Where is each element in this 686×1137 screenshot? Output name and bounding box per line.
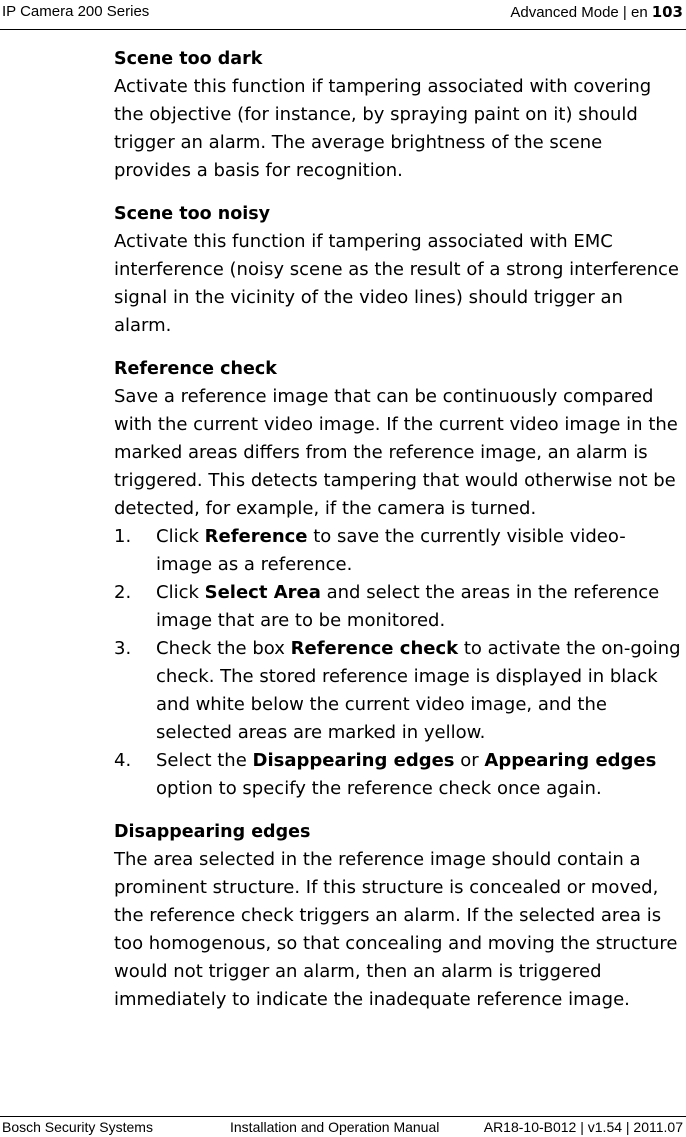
step-number: 4. bbox=[114, 750, 132, 771]
section-disappearing-edges bbox=[114, 818, 682, 1014]
step-text: Click bbox=[156, 582, 205, 603]
section-title: Scene too dark bbox=[114, 49, 263, 69]
section-body: The area selected in the reference image should contain a prominent structure. If this structure is concealed or moved, the reference check triggers an alarm. If the selected area is too homogenous, so that concealing and moving the structure would not trigger an alarm, then an alarm is triggered immediately to indicate the inadequate reference image. bbox=[114, 849, 678, 1010]
footer-company: Bosch Security Systems bbox=[2, 1119, 153, 1135]
step-ui-label: Disappearing edges bbox=[252, 750, 455, 771]
footer-doc-title: Installation and Operation Manual bbox=[230, 1119, 440, 1135]
section-scene-too-noisy bbox=[114, 200, 682, 340]
step-ui-label: Select Area bbox=[204, 582, 321, 603]
steps-list bbox=[114, 523, 682, 803]
step-text: to save the currently visible video- image as a reference. bbox=[156, 526, 626, 575]
step-ui-label: Appearing edges bbox=[484, 750, 657, 771]
section-title: Scene too noisy bbox=[114, 204, 271, 224]
step-text: option to specify the reference check once again. bbox=[156, 778, 602, 799]
step-text: and select the areas in the reference image that are to be monitored. bbox=[156, 582, 660, 631]
step-number: 1. bbox=[114, 526, 132, 547]
step-item bbox=[114, 747, 682, 803]
step-item bbox=[114, 523, 682, 579]
section-reference-check bbox=[114, 355, 682, 803]
page-footer bbox=[0, 1116, 686, 1137]
page-number: 103 bbox=[651, 3, 683, 21]
header-right bbox=[510, 3, 683, 21]
step-text: Click bbox=[156, 526, 205, 547]
header-product: IP Camera 200 Series bbox=[2, 3, 150, 20]
header-section: Advanced Mode | en bbox=[510, 4, 648, 21]
section-body: Activate this function if tampering associated with covering the objective (for instance, by spraying paint on it) should trigger an alarm. The average brightness of the scene provides a basis for recognition. bbox=[114, 76, 652, 181]
step-text: to activate the on-going check. The stored reference image is displayed in black and white below the current video image, and the selected areas are marked in yellow. bbox=[156, 638, 681, 743]
section-scene-too-dark bbox=[114, 45, 682, 185]
page-content bbox=[114, 45, 682, 1029]
step-item bbox=[114, 579, 682, 635]
footer-version: AR18-10-B012 | v1.54 | 2011.07 bbox=[483, 1119, 683, 1135]
step-ui-label: Reference check bbox=[290, 638, 459, 659]
section-title: Disappearing edges bbox=[114, 822, 311, 842]
section-body: Save a reference image that can be continuously compared with the current video image. If the current video image in the marked areas differs from the reference image, an alarm is triggered. This detects tampering that would otherwise not be detected, for example, if the camera is turned. bbox=[114, 386, 678, 519]
step-number: 3. bbox=[114, 638, 132, 659]
step-ui-label: Reference bbox=[204, 526, 308, 547]
step-number: 2. bbox=[114, 582, 132, 603]
step-text: Select the bbox=[156, 750, 253, 771]
section-title: Reference check bbox=[114, 359, 277, 379]
step-text: Check the box bbox=[156, 638, 291, 659]
page-header bbox=[0, 0, 686, 30]
section-body: Activate this function if tampering associated with EMC interference (noisy scene as the result of a strong interference signal in the vicinity of the video lines) should trigger an alarm. bbox=[114, 231, 679, 336]
step-item bbox=[114, 635, 682, 747]
step-text: or bbox=[454, 750, 485, 771]
